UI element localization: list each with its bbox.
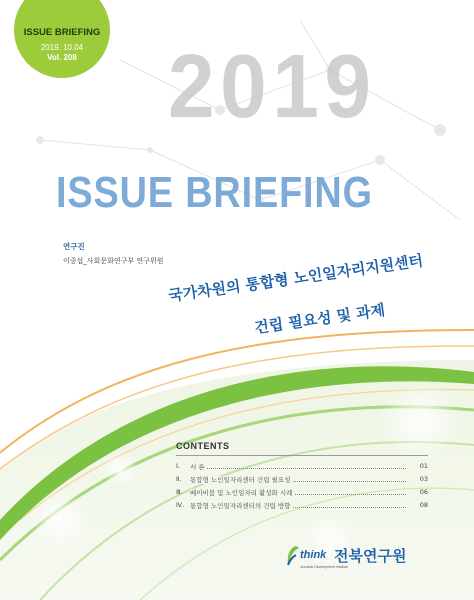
badge-title: ISSUE BRIEFING bbox=[23, 27, 101, 38]
logo-name: 전북연구원 bbox=[334, 547, 407, 565]
badge-date: 2019. 10.04 bbox=[40, 43, 84, 52]
contents-heading: CONTENTS bbox=[176, 441, 230, 451]
toc-item[interactable] bbox=[176, 488, 428, 500]
toc-number: Ⅰ. bbox=[176, 462, 180, 470]
toc-page: 06 bbox=[419, 488, 428, 496]
series-title: ISSUE BRIEFING bbox=[56, 168, 373, 217]
researcher-name: 이중섭_사회문화연구부 연구위원 bbox=[63, 257, 164, 265]
toc-item[interactable] bbox=[176, 462, 428, 474]
contents-divider bbox=[176, 455, 428, 456]
toc-number: Ⅳ. bbox=[176, 501, 185, 509]
toc-page: 03 bbox=[419, 475, 428, 483]
toc-number: Ⅱ. bbox=[176, 475, 182, 483]
main-title-line2: 건립 필요성 및 과제 bbox=[253, 300, 387, 338]
toc-item[interactable] bbox=[176, 475, 428, 487]
toc-label: 통합형 노인일자리센터 건립 필요성 bbox=[190, 476, 291, 484]
toc-page: 01 bbox=[419, 462, 428, 470]
toc-leader bbox=[190, 468, 406, 469]
toc-label: 베이비붐 및 노인일자리 활성화 시례 bbox=[190, 489, 293, 497]
logo-tagline: Jeonbuk Development Institute bbox=[300, 565, 349, 569]
main-title-line1: 국가차원의 통합형 노인일자리지원센터 bbox=[167, 251, 425, 306]
logo-brand: think bbox=[300, 549, 327, 561]
institute-logo bbox=[284, 543, 434, 581]
toc-label: 통합형 노인일자리센터의 건립 방향 bbox=[190, 502, 291, 510]
badge-volume: Vol. 208 bbox=[47, 53, 77, 62]
toc-label: 서 론 bbox=[190, 463, 205, 471]
toc-number: Ⅲ. bbox=[176, 488, 183, 496]
toc-page: 08 bbox=[419, 501, 428, 509]
researcher-label: 연구진 bbox=[63, 242, 85, 251]
toc-item[interactable] bbox=[176, 501, 428, 513]
cover-year: 2019 bbox=[168, 37, 377, 137]
